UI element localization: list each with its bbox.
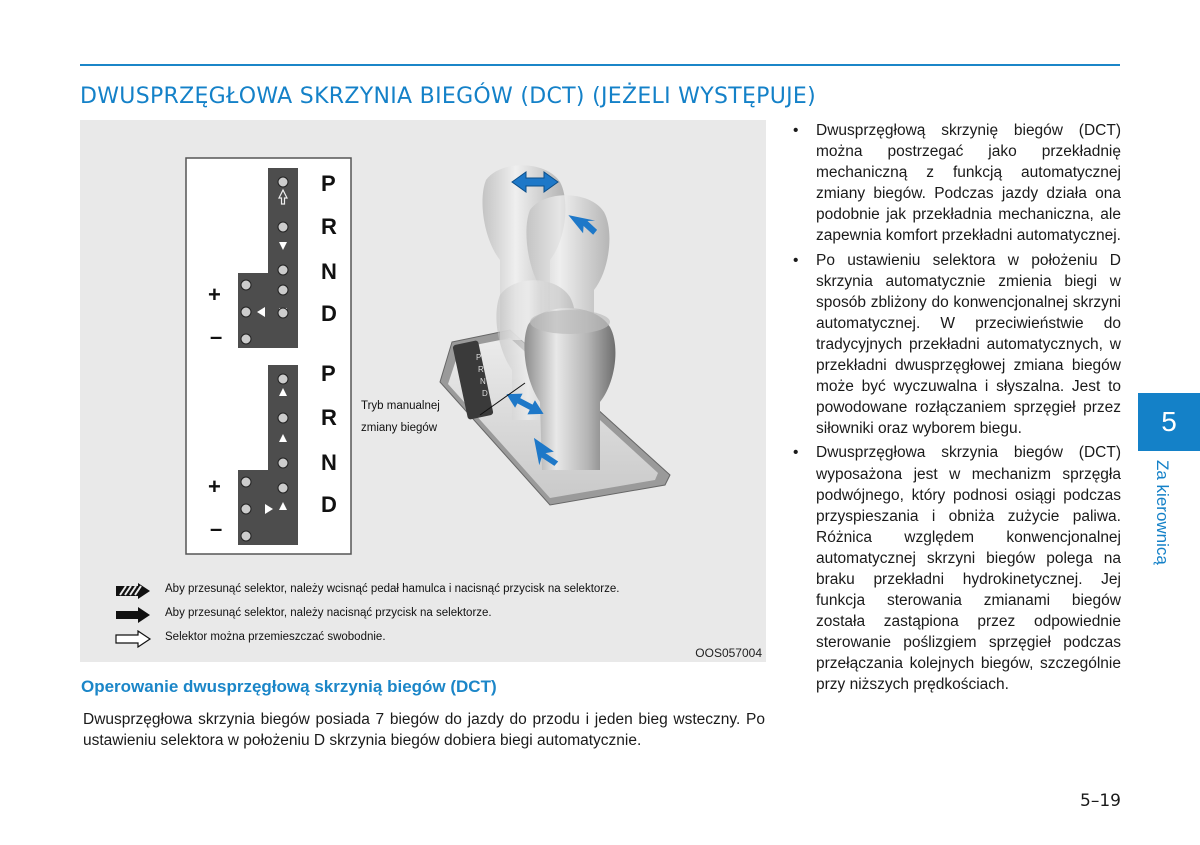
gate-dot (278, 413, 288, 423)
callout-line-1: Tryb manualnej (361, 400, 440, 412)
legend-text: Aby przesunąć selektor, należy nacisnąć przycisk na selektorze. (165, 607, 492, 619)
gate-dot (278, 222, 288, 232)
gate-letter: P (321, 361, 336, 386)
minus-sign: – (210, 516, 223, 541)
gate-dot (241, 280, 251, 290)
gate-dot (241, 504, 251, 514)
bullet-item (790, 120, 1121, 247)
page-title: DWUSPRZĘGŁOWA SKRZYNIA BIEGÓW (DCT) (JEŻELI WYSTĘPUJE) (80, 84, 816, 109)
knob-letter: P (476, 353, 482, 362)
bullet-item (790, 442, 1121, 695)
gate-letter: R (321, 405, 337, 430)
gate-letter: N (321, 259, 337, 284)
outline-arrow-icon (114, 630, 154, 648)
legend-text: Aby przesunąć selektor, należy wcisnąć pedał hamulca i nacisnąć przycisk na selektorze. (165, 583, 620, 595)
chapter-label (1150, 460, 1172, 580)
bullet-item (790, 250, 1121, 440)
gate-dot (241, 477, 251, 487)
gate-letter: D (321, 492, 337, 517)
knob-top (530, 310, 610, 334)
bullet-marker: • (793, 122, 799, 139)
manual-mode-callout (361, 395, 481, 439)
gate-dot (278, 374, 288, 384)
chapter-tab: 5 (1138, 393, 1200, 451)
knob-letter: N (480, 377, 486, 386)
gate-letter: N (321, 450, 337, 475)
gate-letter: P (321, 171, 336, 196)
gate-dot (241, 334, 251, 344)
solid-arrow-icon (114, 606, 154, 624)
plus-sign: + (208, 282, 221, 307)
bullet-text: Dwusprzęgłowa skrzynia biegów (DCT) wyposażona jest w mechanizm sprzęgła podwójnego, który podnosi osiągi podczas przyspieszania i obniża zużycie paliwa. Różnica względem konwencjonalnej automatycznej skrzyni biegów polega na braku przekładni hydrokinetycznej. Jej funkcja sterowania zmianami biegów została zastąpiona przez odpowiednie sterowanie poślizgiem sprzęgieł podczas przełączania kolejnych biegów, szczególnie przy niższych prędkościach. (816, 444, 1121, 694)
hatched-arrow-icon (114, 582, 154, 600)
bullet-marker: • (793, 251, 799, 269)
shift-illustration (80, 120, 766, 662)
gate-dot (278, 458, 288, 468)
legend-text: Selektor można przemieszczać swobodnie. (165, 631, 386, 643)
minus-sign: – (210, 324, 223, 349)
shift-diagram-figure (80, 120, 766, 662)
knob-letter: D (482, 389, 488, 398)
knob-letter: R (478, 365, 484, 374)
gate-letter: R (321, 214, 337, 239)
bullet-text: Po ustawieniu selektora w położeniu D skrzynia automatycznie zmienia biegi w sposób zbliżony do konwencjonalnej skrzyni automatycznej. W przeciwieństwie do tradycyjnych przekładni automatycznych, w przekładni dwusprzęgłowej zmiana biegów może być wyczuwalna i słyszalna. Jest to powodowane rozłączaniem sprzęgieł przez siłowniki oraz wyborem biegu. (816, 251, 1121, 438)
gate-dot (278, 308, 288, 318)
gate-dot (278, 177, 288, 187)
chapter-name: Za kierownicą (1153, 460, 1172, 565)
section-paragraph: Dwusprzęgłowa skrzynia biegów posiada 7 biegów do jazdy do przodu i jeden bieg wsteczny. Po ustawieniu selektora w położeniu D skrzynia biegów dobiera biegi automatycznie. (83, 711, 765, 749)
page-number: 5–19 (1080, 791, 1121, 811)
bullet-text: Dwusprzęgłową skrzynię biegów (DCT) można postrzegać jako przekładnię mechaniczną z funkcją automatycznej zmiany biegów. Podczas jazdy działa ona podobnie jak przekładnia mechaniczna, ale zapewnia komfort przekładni automatycznej. (816, 122, 1121, 245)
bullet-marker: • (793, 444, 799, 462)
section-heading: Operowanie dwusprzęgłową skrzynią biegów (DCT) (81, 677, 497, 696)
figure-code: OOS057004 (695, 646, 762, 660)
gate-letter: D (321, 301, 337, 326)
gate-dot (241, 531, 251, 541)
gate-dot (278, 285, 288, 295)
top-rule (80, 64, 1120, 66)
callout-line-2: zmiany biegów (361, 422, 438, 434)
bullet-list (790, 120, 1121, 699)
gate-dot (278, 483, 288, 493)
gate-dot (241, 307, 251, 317)
plus-sign: + (208, 474, 221, 499)
gate-dot (278, 265, 288, 275)
